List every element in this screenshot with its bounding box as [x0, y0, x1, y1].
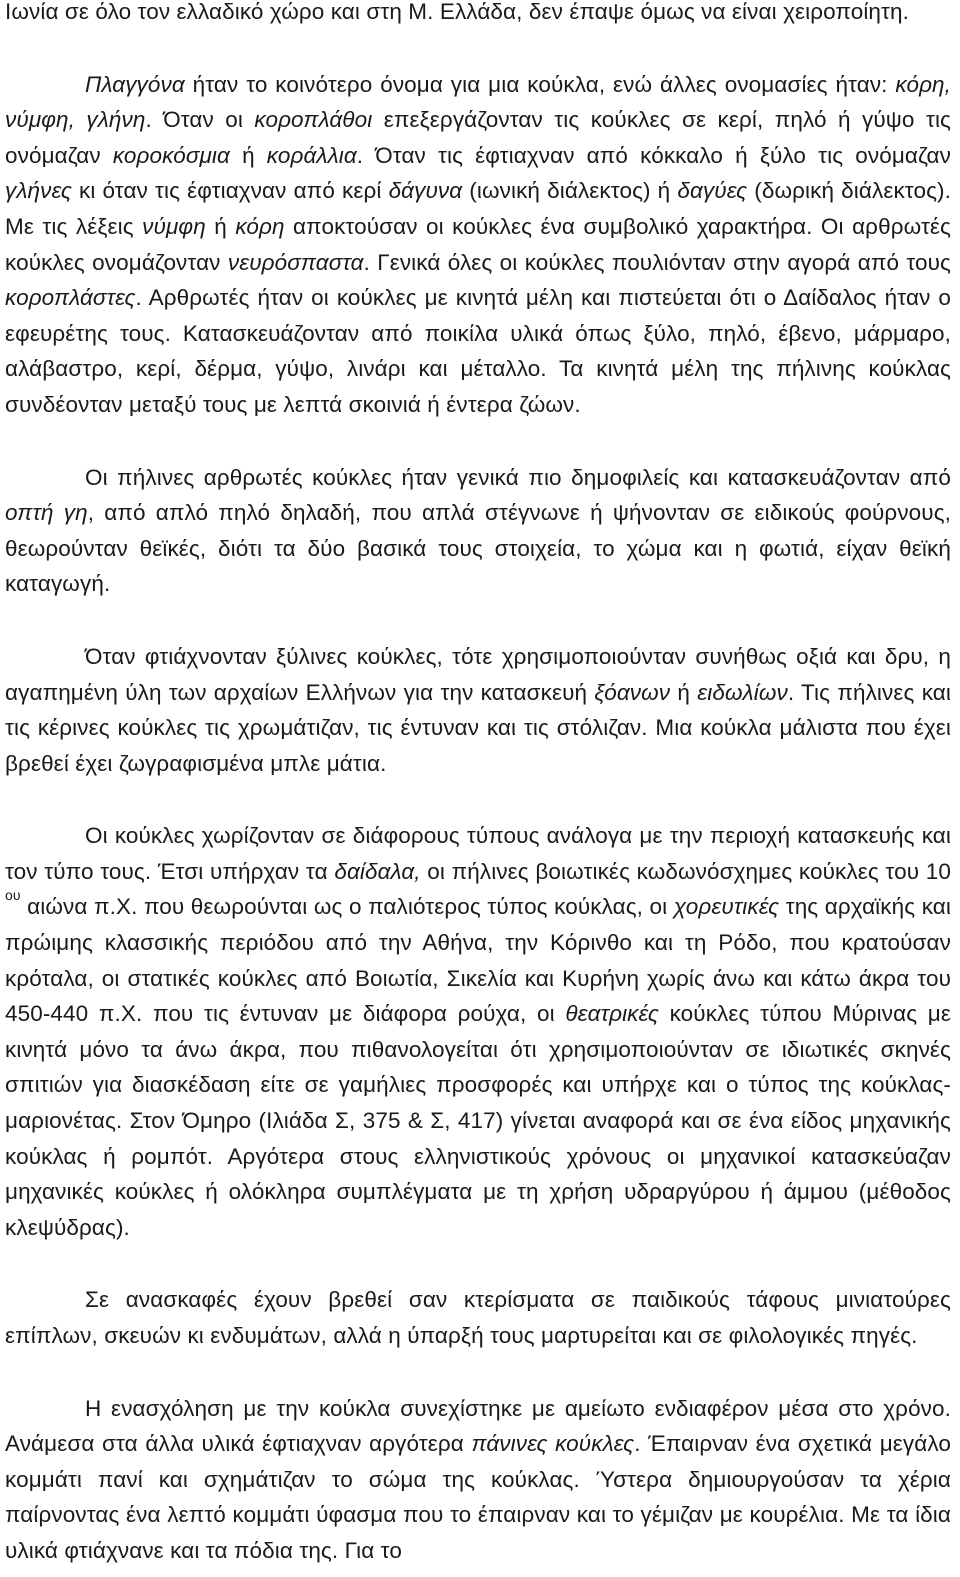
paragraph-text: . Όταν τις έφτιαχναν από κόκκαλο ή ξύλο τις ονόμαζαν — [356, 142, 951, 168]
paragraph-gap — [5, 781, 951, 818]
paragraph-text: κούκλες τύπου Μύρινας με κινητά μόνο τα άνω άκρα, που πιθανολογείται ότι χρησιμοποιούνταν σε ιδιωτικές σκηνές σπιτιών για διασκέδαση είτε σε γαμήλιες προσφορές και υπήρχε και ο τύπος της κούκλας-μαριονέτας. Στον Όμηρο (Ιλιάδα Σ, 375 & Σ, 417) γίνεται αναφορά και σε ένα είδος μηχανικής κούκλας ή ρομπότ. Αργότερα στους ελληνιστικούς χρόνους οι μηχανικοί κατασκεύαζαν μηχανικές κούκλες ή ολόκληρα συμπλέγματα με τη χρήση υδραργύρου ή άμμου (μέθοδος κλεψύδρας). — [5, 1001, 951, 1240]
paragraph-text: ή — [205, 213, 236, 239]
term-koroplathoi: κοροπλάθοι — [254, 107, 373, 133]
term-neurospasta: νευρόσπαστα — [227, 249, 364, 275]
paragraph-text: Οι κούκλες χωρίζονταν σε διάφορους τύπους ανάλογα με την περιοχή κατασκευής και τον τύπο τους. Έτσι υπήρχαν τα — [5, 823, 951, 884]
term-xoanon: ξόανων — [594, 679, 671, 705]
paragraph-text: αποκτούσαν οι κούκλες ένα συμβολικό χαρακτήρα. Οι αρθρωτές κούκλες ονομάζονταν — [5, 213, 951, 275]
paragraph-4 — [5, 639, 951, 781]
paragraph-gap — [5, 423, 951, 460]
term-korallia: κοράλλια — [266, 142, 357, 168]
paragraph-text: . Γενικά όλες οι κούκλες πουλιόνταν στην αγορά από τους — [363, 249, 951, 275]
paragraph-gap — [5, 1245, 951, 1282]
term-koroplastes: κοροπλάστες — [5, 285, 136, 311]
term-choreftikes: χορευτικές — [673, 894, 780, 920]
paragraph-text: (ιωνική διάλεκτος) ή — [462, 178, 678, 204]
paragraph-text: οι πήλινες βοιωτικές κωδωνόσχημες κούκλες του 10 — [420, 858, 951, 884]
ordinal-superscript: ου — [5, 887, 21, 904]
paragraph-6 — [5, 1282, 951, 1353]
paragraph-text: ή — [229, 142, 267, 168]
paragraph-text: Η ενασχόληση με την κούκλα συνεχίστηκε με αμείωτο ενδιαφέρον μέσα στο χρόνο. Ανάμεσα στα άλλα υλικά έφτιαχναν αργότερα — [5, 1395, 951, 1457]
paragraph-gap — [5, 602, 951, 639]
paragraph-text: Σε ανασκαφές έχουν βρεθεί σαν κτερίσματα σε παιδικούς τάφους μινιατούρες επίπλων, σκευών κι ενδυμάτων, αλλά η ύπαρξή τους μαρτυρείται και σε φιλολογικές πηγές. — [5, 1287, 951, 1348]
paragraph-text: επεξεργάζονταν τις κούκλες σε κερί, πηλό ή γύψο τις ονόμαζαν — [5, 107, 951, 168]
paragraph-text: . Αρθρωτές ήταν οι κούκλες με κινητά μέλη και πιστεύεται ότι ο Δαίδαλος ήταν ο εφευρέτης τους. Κατασκευάζονταν από ποικίλα υλικά όπως ξύλο, πηλό, έβενο, μάρμαρο, αλάβαστρο, κερί, δέρμα, γύψο, λινάρι και μέταλλο. Τα κινητά μέλη της πήλινης κούκλας συνδέονταν μεταξύ τους με λεπτά σκοινιά ή έντερα ζώων. — [5, 285, 951, 417]
term-kori-nymfi-glini: κόρη, νύμφη, γλήνη — [5, 71, 951, 133]
term-daidala: δαίδαλα, — [334, 858, 421, 884]
paragraph-1 — [5, 0, 951, 30]
term-kori: κόρη — [235, 213, 285, 239]
paragraph-7 — [5, 1391, 951, 1569]
term-eidolion: ειδωλίων — [697, 679, 788, 705]
term-glines: γλήνες — [5, 178, 72, 204]
paragraph-gap — [5, 1354, 951, 1391]
paragraph-text: Όταν φτιάχνονταν ξύλινες κούκλες, τότε χρησιμοποιούνταν συνήθως οξιά και δρυ, η αγαπημένη ύλη των αρχαίων Ελλήνων για την κατασκευή — [5, 643, 951, 705]
term-dagyna: δάγυνα — [388, 178, 463, 204]
paragraph-text: ή — [670, 679, 698, 705]
paragraph-text: Οι πήλινες αρθρωτές κούκλες ήταν γενικά πιο δημοφιλείς και κατασκευάζονταν από — [85, 464, 951, 490]
term-opti-gi: οπτή γη — [5, 500, 88, 526]
paragraph-text: . Όταν οι — [145, 107, 255, 133]
paragraph-text: αιώνα π.Χ. που θεωρούνται ως ο παλιότερος τύπος κούκλας, οι — [20, 894, 674, 920]
paragraph-text: (δωρική διάλεκτος). Με τις λέξεις — [5, 178, 951, 239]
term-plaggona: Πλαγγόνα — [85, 71, 185, 97]
paragraph-text: , από απλό πηλό δηλαδή, που απλά στέγνωνε ή ψήνονταν σε ειδικούς φούρνους, θεωρούνταν θεϊκές, διότι τα δύο βασικά τους στοιχεία, το χώμα και η φωτιά, είχαν θεϊκή καταγωγή. — [5, 500, 951, 597]
term-dagyes: δαγύες — [677, 178, 748, 204]
term-panines-koukles: πάνινες κούκλες — [471, 1431, 635, 1457]
paragraph-text: . Έπαιρναν ένα σχετικά μεγάλο κομμάτι πανί και σχημάτιζαν το σώμα της κούκλας. Ύστερα δημιουργούσαν τα χέρια παίρνοντας ένα λεπτό κομμάτι ύφασμα που το έπαιρναν και το γέμιζαν με κουρέλια. Με τα ίδια υλικά φτιάχνανε και τα πόδια της. Για το — [5, 1431, 951, 1563]
paragraph-5 — [5, 818, 951, 1245]
paragraph-text: κι όταν τις έφτιαχναν από κερί — [71, 178, 389, 204]
term-korokosmia: κοροκόσμια — [112, 142, 230, 168]
paragraph-text: της αρχαϊκής και πρώιμης κλασσικής περιόδου από την Αθήνα, την Κόρινθο και τη Ρόδο, που κρατούσαν κρόταλα, οι στατικές κούκλες από Βοιωτία, Σικελία και Κυρήνη χωρίς άνω και κάτω άκρα του 450-440 π.Χ. που τις έντυναν με διάφορα ρούχα, οι — [5, 894, 951, 1027]
document-page — [5, 0, 951, 1569]
term-nymfi: νύμφη — [142, 213, 206, 239]
paragraph-2 — [5, 67, 951, 423]
paragraph-text: ήταν το κοινότερο όνομα για μια κούκλα, ενώ άλλες ονομασίες ήταν: — [184, 71, 896, 97]
paragraph-gap — [5, 30, 951, 67]
paragraph-text: Ιωνία σε όλο τον ελλαδικό χώρο και στη Μ. Ελλάδα, δεν έπαψε όμως να είναι χειροποίητη. — [5, 0, 909, 24]
term-theatrikes: θεατρικές — [565, 1001, 659, 1027]
paragraph-3 — [5, 460, 951, 602]
paragraph-text: . Τις πήλινες και τις κέρινες κούκλες τις χρωμάτιζαν, τις έντυναν και τις στόλιζαν. Μια κούκλα μάλιστα που έχει βρεθεί έχει ζωγραφισμένα μπλε μάτια. — [5, 679, 951, 776]
